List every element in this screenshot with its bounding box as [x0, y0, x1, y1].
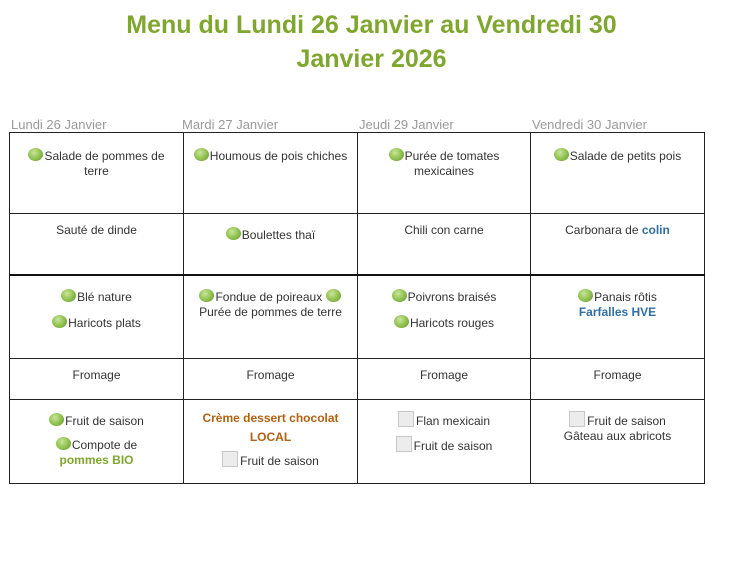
cell-accompagnement-friday: [531, 275, 705, 359]
dish-label: Compote de: [71, 438, 138, 452]
dish-label-bio: pommes BIO: [59, 453, 134, 467]
cell-fromage-tuesday: [184, 359, 358, 400]
bio-leaf-icon: [56, 437, 71, 450]
dish-label: Panais rôtis: [594, 289, 657, 304]
table-row-fromage: [10, 359, 705, 400]
dish-label: Gâteau aux abricots: [563, 429, 672, 443]
dish-label: Salade de pommes de terre: [44, 149, 165, 178]
day-header-friday: Vendredi 30 Janvier: [532, 117, 647, 132]
cell-fromage-monday: [10, 359, 184, 400]
dish-item: [364, 436, 524, 454]
dish-item: [16, 289, 177, 305]
title-line-1: Menu du Lundi 26 Janvier au Vendredi 30: [126, 11, 617, 39]
dish-label: Blé nature: [77, 289, 132, 304]
table-row-plat: [10, 214, 705, 275]
cell-entree-monday: [10, 133, 184, 214]
cell-dessert-friday: [531, 400, 705, 484]
dish-label: Haricots plats: [68, 315, 141, 330]
cell-entree-tuesday: [184, 133, 358, 214]
day-header-tuesday: Mardi 27 Janvier: [182, 117, 279, 132]
bio-leaf-icon: [578, 289, 593, 302]
cell-dessert-monday: [10, 400, 184, 484]
cell-entree-friday: [531, 133, 705, 214]
bio-leaf-icon: [49, 413, 64, 426]
dish-label: Fruit de saison: [413, 439, 493, 453]
cell-accompagnement-thursday: [358, 275, 531, 359]
dish-label: Purée de pommes de terre: [199, 304, 342, 319]
table-row-entree: [10, 133, 705, 214]
bio-leaf-icon: [554, 148, 569, 161]
table-row-dessert: [10, 400, 705, 484]
bio-leaf-icon: [52, 315, 67, 328]
dish-label: Houmous de pois chiches: [209, 149, 348, 163]
dish-label: Fromage: [246, 368, 295, 382]
cell-plat-friday: [531, 214, 705, 275]
dish-item: [364, 289, 524, 305]
dish-item: [364, 315, 524, 331]
dish-label: Fromage: [72, 368, 121, 382]
image-placeholder-icon: [222, 451, 238, 467]
dish-label: Carbonara de: [565, 223, 642, 237]
cell-fromage-friday: [531, 359, 705, 400]
dish-item: [364, 411, 524, 429]
cell-plat-monday: [10, 214, 184, 275]
cell-entree-thursday: [358, 133, 531, 214]
table-row-accompagnement: [10, 275, 705, 359]
dish-label: Purée de tomates mexicaines: [404, 149, 500, 178]
cell-plat-tuesday: [184, 214, 358, 275]
bio-leaf-icon: [194, 148, 209, 161]
bio-leaf-icon: [326, 289, 341, 302]
dish-label: Haricots rouges: [409, 315, 495, 330]
dish-item: [190, 451, 351, 469]
day-header-thursday: Jeudi 29 Janvier: [359, 117, 454, 132]
dish-label: Fruit de saison: [240, 454, 319, 468]
dish-label: Chili con carne: [404, 223, 484, 237]
page-title: [40, 8, 703, 76]
dish-item: [537, 411, 698, 429]
cell-fromage-thursday: [358, 359, 531, 400]
bio-leaf-icon: [226, 227, 241, 240]
dish-label: Flan mexicain: [415, 414, 491, 428]
bio-leaf-icon: [389, 148, 404, 161]
image-placeholder-icon: [569, 411, 585, 427]
cell-dessert-thursday: [358, 400, 531, 484]
dish-label: Sauté de dinde: [56, 223, 137, 237]
menu-table: [9, 132, 705, 484]
bio-leaf-icon: [61, 289, 76, 302]
cell-plat-thursday: [358, 214, 531, 275]
cell-dessert-tuesday: [184, 400, 358, 484]
cell-accompagnement-monday: [10, 275, 184, 359]
dish-item: [16, 315, 177, 331]
dish-label: Salade de petits pois: [569, 149, 682, 163]
dish-label: Fruit de saison: [65, 414, 144, 428]
bio-leaf-icon: [199, 289, 214, 302]
cell-accompagnement-tuesday: [184, 275, 358, 359]
image-placeholder-icon: [398, 411, 414, 427]
dish-label: Fondue de poireaux: [215, 289, 323, 304]
dish-label: Boulettes thaï: [241, 228, 316, 242]
dish-item: [16, 437, 177, 453]
image-placeholder-icon: [396, 436, 412, 452]
title-line-2: Janvier 2026: [296, 45, 447, 73]
dish-item: [537, 289, 698, 305]
bio-leaf-icon: [28, 148, 43, 161]
dish-label-local: Crème dessert chocolat LOCAL: [202, 411, 339, 444]
dish-label: Fruit de saison: [587, 414, 666, 428]
dish-label-hve: Farfalles HVE: [578, 304, 657, 319]
bio-leaf-icon: [394, 315, 409, 328]
bio-leaf-icon: [392, 289, 407, 302]
dish-label: Fromage: [593, 368, 642, 382]
dish-label: Poivrons braisés: [407, 289, 497, 304]
dish-label: Fromage: [419, 368, 469, 382]
day-header-monday: Lundi 26 Janvier: [11, 117, 107, 132]
dish-item: [16, 413, 177, 429]
dish-highlight: colin: [641, 223, 670, 237]
